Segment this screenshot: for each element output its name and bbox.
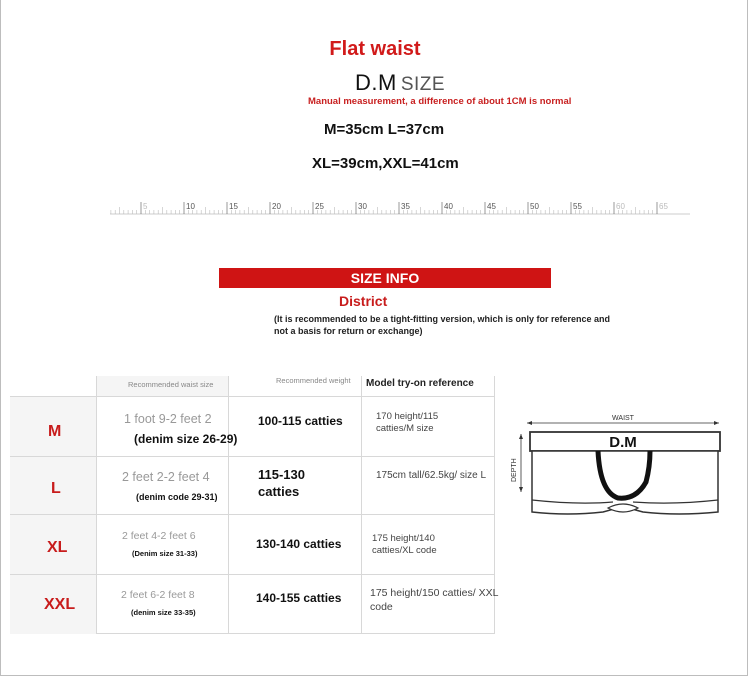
header-waist: Recommended waist size [128, 380, 214, 389]
ruler-label: 65 [659, 202, 668, 211]
ruler-label: 15 [229, 202, 238, 211]
waist-xxl: 2 feet 6-2 feet 8 [121, 589, 195, 601]
size-info-banner: SIZE INFO [219, 268, 551, 288]
waist-xl: 2 feet 4-2 feet 6 [122, 530, 196, 542]
size-table [10, 376, 499, 634]
ruler-label: 55 [573, 202, 582, 211]
size-xxl: XXL [44, 596, 76, 613]
depth-label: DEPTH [511, 458, 518, 482]
reference-xxl: 175 height/150 catties/ XXL code [370, 587, 499, 613]
weight-xxl: 140-155 catties [256, 591, 342, 605]
weight-l: 115-130 catties [258, 467, 305, 499]
reference-l: 175cm tall/62.5kg/ size L [376, 470, 487, 481]
measurement-xl-xxl: XL=39cm,XXL=41cm [312, 155, 459, 172]
waist-m: 1 foot 9-2 feet 2 [124, 412, 212, 426]
underwear-diagram [508, 412, 740, 532]
diagram-brand: D.M [609, 434, 637, 451]
ruler-label: 5 [143, 202, 148, 211]
denim-l: (denim code 29-31) [136, 492, 218, 502]
waist-label: WAIST [612, 415, 634, 422]
weight-xl: 130-140 catties [256, 537, 342, 551]
denim-m: (denim size 26-29) [134, 432, 238, 446]
ruler-label: 45 [487, 202, 496, 211]
size-xl: XL [47, 539, 68, 556]
measurement-note: Manual measurement, a difference of about 1CM is normal [308, 96, 572, 107]
header-reference: Model try-on reference [366, 378, 474, 389]
reference-xl: 175 height/140 catties/XL code [372, 533, 437, 556]
size-l: L [51, 480, 61, 497]
header-weight: Recommended weight [276, 376, 351, 385]
ruler-label: 40 [444, 202, 453, 211]
ruler-label: 30 [358, 202, 367, 211]
measurement-m-l: M=35cm L=37cm [324, 121, 445, 138]
page-title: Flat waist [329, 38, 421, 60]
reference-m: 170 height/115 catties/M size [376, 411, 439, 434]
ruler-label: 25 [315, 202, 324, 211]
weight-m: 100-115 catties [258, 414, 343, 428]
ruler-label: 35 [401, 202, 410, 211]
brand-name: D.M [355, 70, 397, 95]
ruler-label: 60 [616, 202, 625, 211]
brand-size-heading [355, 70, 445, 96]
waist-l: 2 feet 2-2 feet 4 [122, 470, 210, 484]
ruler-label: 20 [272, 202, 281, 211]
denim-xl: (Denim size 31-33) [132, 549, 198, 558]
denim-xxl: (denim size 33-35) [131, 608, 196, 617]
measuring-ruler [110, 195, 690, 221]
size-m: M [48, 423, 62, 440]
brand-size-label: SIZE [400, 74, 446, 95]
ruler-label: 10 [186, 202, 195, 211]
district-label: District [339, 293, 388, 309]
ruler-label: 50 [530, 202, 539, 211]
fit-disclaimer: (It is recommended to be a tight-fitting version, which is only for reference and not a basis for return or exchange) [274, 314, 611, 336]
